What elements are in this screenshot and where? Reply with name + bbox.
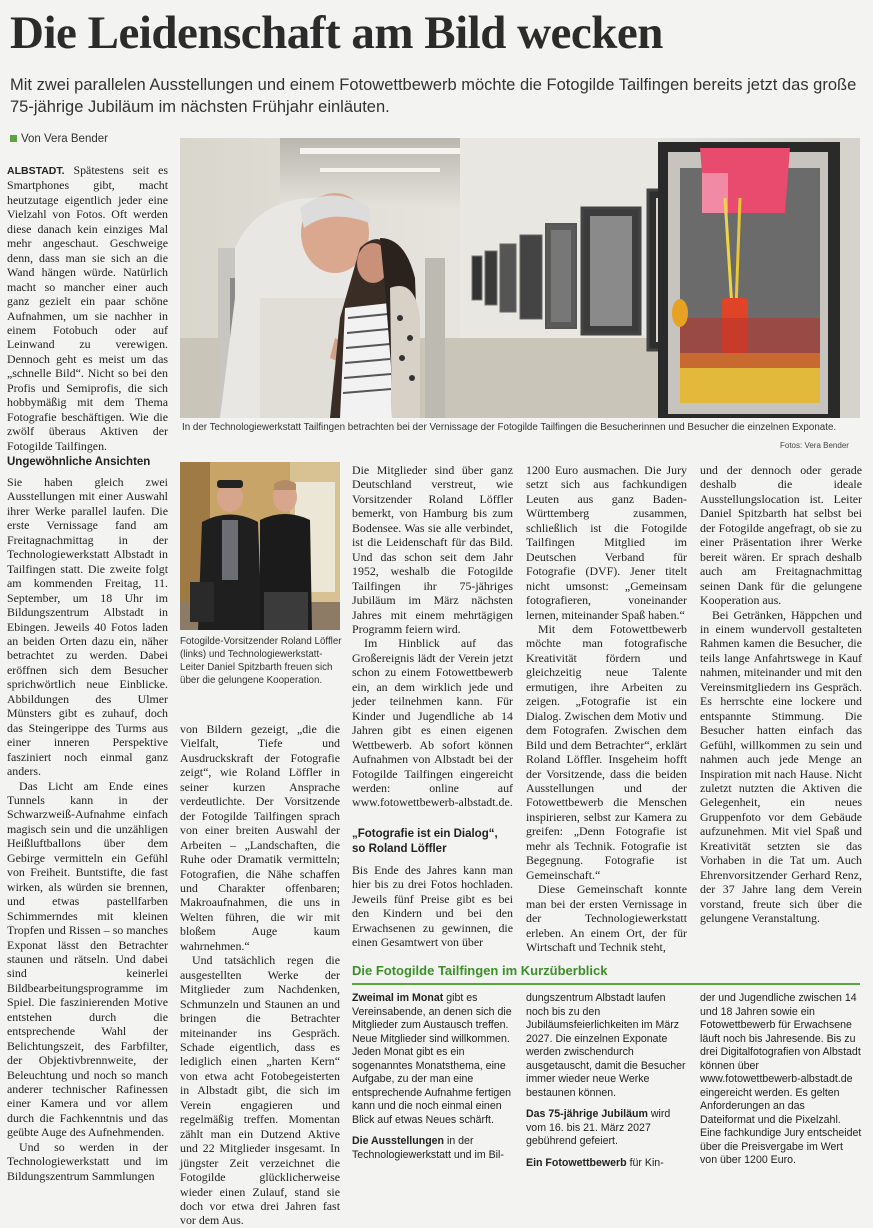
article-column-1 xyxy=(7,163,168,452)
byline xyxy=(10,133,108,145)
portrait-photo-illustration xyxy=(180,462,340,630)
byline-square-icon xyxy=(10,135,17,142)
infobox-lead-ausstellungen: Die Ausstellungen xyxy=(352,1135,445,1147)
article-column-2 xyxy=(180,722,340,1228)
col5-paragraph-1: und der dennoch oder gerade deshalb die ideale Ausstellungslocation ist. Leiter Daniel Spitzbarth hat selbst bei der Fotogilde angefragt, ob sie zu einer Präsentation ihrer Werke bereit wären. Er sprach deshalb auch am Freitagnachmittag seinen Dank für die gelungene Kooperation aus. xyxy=(700,463,862,608)
infobox-text-ausstellungen-cont: dungszentrum Albstadt laufen noch bis zu den Jubiläumsfeierlichkeiten im März 2027. Die einzelnen Exponate werden zwischendurch ausgetauscht, damit die Besucher immer wieder neue Werke bestaunen können. xyxy=(526,992,686,1099)
main-photo xyxy=(180,138,860,418)
headline: Die Leidenschaft am Bild wecken xyxy=(10,7,663,59)
col1-paragraph-3: Das Licht am Ende eines Tunnels kann in der Schwarzweiß-Aufnahme einfach magisch sein und die unzähligen Heißluftballons über dem Gebirge vermitteln ein Gefühl von Freiheit. Buntstifte, die fast wirken, als würden sie brennen, und etwas pastellfarben Schimmerndes mit kleinen Tropfen und Rissen – so manches Exponat lässt den Betrachter staunen und rätseln. Und dabei sind keinerlei Bildbearbeitungsprogramme im Spiel. Die faszinierenden Motive entstehen durch die entsprechende Wahl der Belichtungszeit, des Farbfilter, der Objektivbrennweite, der Beleuchtung und noch so manch anderer technischer Rafinessen einer Kamera und vor allem durch die Fachkenntnis und das geübte Auge des Aufnehmenden. xyxy=(7,778,168,1140)
infobox-text-jubilaeum: wird vom 16. bis 21. März 2027 gebührend gefeiert. xyxy=(526,1108,671,1147)
exhibition-photo-illustration xyxy=(180,138,860,418)
article-column-3 xyxy=(352,463,513,810)
intro-text: Spätestens seit es Smartphones gibt, macht heutzutage eigentlich jeder eine Vielzahl von Fotos. Oft werden diese danach kein einziges Mal mehr angeschaut. Geschweige denn, dass man sie sich an die Wand hängen würde. Natürlich macht so mancher einer auch ganz gezielt ein paar schöne Aufnahmen, um sie nachher in einem Fotobuch oder auf Leinwand zu verewigen. Dennoch geht es meist um das „schnelle Bild“. Nicht so bei den Profis und Semiprofis, die sich hobbymäßig mit dem Thema Fotografie beschäftigen. Wie die zwölf überaus Aktiven der Fotogilde Tailfingen. xyxy=(7,163,168,453)
infobox-lead-vereinsabende: Zweimal im Monat xyxy=(352,992,444,1004)
portrait-photo xyxy=(180,462,340,630)
col1-paragraph-4: Und so werden in der Technologiewerkstatt und im Bildungszentrum Sammlungen xyxy=(7,1139,168,1183)
col4-paragraph-2: Mit dem Fotowettbewerb möchte man fotografische Kreativität fördern und gleichzeitig neue Talente ermutigen, ihre Arbeiten zu zeigen. „Fotografie ist ein Dialog. Zwischen dem Motiv und dem Fotografen. Zwischen dem Bild und dem Betrachter“, erklärt Roland Löffler. Insgeheim hofft der Vorsitzende, dass die beiden Ausstellungen und der Fotowettbewerb die Menschen inspirieren, selbst zur Kamera zu greifen: „Denn Fotografie ist mehr als Technik. Fotografie ist Begegnung. Fotografie ist Gemeinschaft.“ xyxy=(526,621,687,882)
article-column-5 xyxy=(700,463,862,953)
col1-paragraph-2: Sie haben gleich zwei Ausstellungen mit einer Auswahl ihrer Werke parallel laufen. Die erste Vernissage fand am Freitagnachmittag in der Technologiewerkstatt Albstadt in Tailfingen statt. Die zweite folgt am kommenden Freitag, 11. September, um 18 Uhr im Bildungszentrum Albstadt in Ebingen. Jeweils 40 Fotos laden an beiden Orten dazu ein, näher betrachtet zu werden. Dabei eröffnen sich dem Besucher sprichwörtlich neue Einblicke. Abbildungen des Ulmer Münsters gibt es zuhauf, doch das Steingerippe des Turms aus einer inneren Perspektive fasziniert noch einmal ganz anders. xyxy=(7,475,168,779)
col3-paragraph-3: Bis Ende des Jahres kann man hier bis zu drei Fotos hochladen. Jeweils fünf Preise gibt es bei den Kindern und bei den Erwachsenen zu gewinnen, die einen Gesamtwert von über xyxy=(352,863,513,950)
article-column-1-continued xyxy=(7,475,168,1197)
infobox-title: Die Fotogilde Tailfingen im Kurzüberblick xyxy=(352,963,608,978)
col5-paragraph-2: Bei Getränken, Häppchen und in einem wundervoll gestalteten Rahmen kamen die Besucher, die teils lange Anfahrtswege in Kauf nahmen, miteinander und mit den Vereinsmitgliedern ins Gespräch. Es herrschte eine lockere und entspannte Stimmung. Die Besucher hatten einfach das Gefühl, willkommen zu sein und nahmen auch jede Menge an Inspiration mit nach Hause. Nicht zuletzt nutzten die Aktiven die Gelegenheit, ein neues Gruppenfoto vor dem Gebäude aufzunehmen. Mit viel Spaß und Kreativität setzten sie das Vorhaben in die Tat um. Auch Ehrenvorsitzender Gerhard Renz, der 37 Jahre lang dem Verein vorstand, freute sich über die gelungene Veranstaltung. xyxy=(700,607,862,926)
col3-paragraph-1: Die Mitglieder sind über ganz Deutschland verstreut, wie Vorsitzender Roland Löffler bemerkt, von Hamburg bis zum Bodensee. Was sie alle verbindet, ist die Leidenschaft für das Bild. Und das schon seit dem Jahr 1952, weshalb die Fotogilde Tailfingen ihr 75-jähriges Jubiläum im März nächsten Jahres mit einem mehrtägigen Programm feiern wird. xyxy=(352,463,513,636)
infobox-text-fotowettbewerb: für Kin- xyxy=(626,1156,664,1169)
infobox-lead-jubilaeum: Das 75-jährige Jubiläum xyxy=(526,1108,648,1120)
infobox-column-1 xyxy=(352,992,512,1197)
col4-paragraph-1: 1200 Euro ausmachen. Die Jury setzt sich aus fachkundigen Leuten aus ganz Baden-Württemberg zusammen, schließlich ist die Fotogilde Tailfingen Mitglied im Deutschen Verband für Fotografie (DVF). Jener titelt nicht umsonst: „Gemeinsam fotografieren, voneinander lernen, miteinander Spaß haben.“ xyxy=(526,463,687,622)
subheading-ungewoehnliche-ansichten: Ungewöhnliche Ansichten xyxy=(7,456,151,468)
article-column-4 xyxy=(526,463,687,953)
infobox-text-vereinsabende: gibt es Vereinsabende, an denen sich die Mitglieder zum Austausch treffen. Neue Mitglieder sind willkommen. Jeden Monat gibt es ein sogenanntes Monatsthema, eine Aufgabe, zu der man eine entsprechende Aufnahme fertigen kann und die noch einmal einen Blick auf etwas Neues schärft. xyxy=(352,992,512,1126)
col2-paragraph-1: von Bildern gezeigt, „die die Vielfalt, Tiefe und Ausdruckskraft der Fotografie zeigt“, wie Roland Löffler in seiner kurzen Ansprache verdeutlichte. Der Vorsitzende der Fotogilde Tailfingen sprach von einer breiten Auswahl der Arbeiten – „Landschaften, die Ruhe oder Dramatik vermitteln; Fotografien, die Nähe schaffen und Charakter offenbaren; Makroaufnahmen, die uns in Welten führen, die wir mit bloßem Auge kaum wahrnehmen.“ xyxy=(180,722,340,953)
lead-paragraph: Mit zwei parallelen Ausstellungen und einem Fotowettbewerb möchte die Fotogilde Tailfingen bereits jetzt das große 75-jährige Jubiläum im nächsten Frühjahr einläuten. xyxy=(10,76,857,116)
photo-credit: Fotos: Vera Bender xyxy=(780,441,849,450)
main-photo-caption: In der Technologiewerkstatt Tailfingen betrachten bei der Vernissage der Fotogilde Tailfingen die Besucherinnen und Besucher die einzelnen Exponate. xyxy=(182,422,837,433)
col2-paragraph-2: Und tatsächlich regen die ausgestellten Werke der Mitglieder zum Nachdenken, Schmunzeln und Staunen an und bringen die Betrachter miteinander ins Gespräch. Schade eigentlich, dass es lediglich einen „harten Kern“ von etwa acht Fotobegeisterten in Albstadt gibt, die sich im Verein engagieren und regelmäßig treffen. Momentan zählt man ein Dutzend Aktive und 22 Mitglieder insgesamt. In jüngster Zeit verzeichnet die Fotogilde glücklicherweise wieder einen Zulauf, stand sie doch vor etwa drei Jahren fast vor dem Aus. xyxy=(180,953,340,1228)
byline-text: Von Vera Bender xyxy=(21,133,108,145)
infobox-rule xyxy=(352,983,860,985)
portrait-photo-caption: Fotogilde-Vorsitzender Roland Löffler (links) und Technologiewerkstatt-Leiter Daniel Spitzbarth freuen sich über die gelungene Kooperation. xyxy=(180,636,342,686)
infobox-text-ausstellungen: in der Technologiewerkstatt und im Bil- xyxy=(352,1135,504,1161)
dateline: ALBSTADT. xyxy=(7,165,65,177)
infobox-lead-fotowettbewerb: Ein Fotowettbewerb xyxy=(526,1156,627,1169)
col3-paragraph-2: Im Hinblick auf das Großereignis lädt der Verein jetzt schon zu einem Fotowettbewerb ein, an dem wirklich jede und jeder teilnehmen kann. Für Kinder und Jugendliche ab 14 Jahren gibt es einen eigenen Wettbewerb. Ab sofort können Aufnahmen von Albstadt bei der Fotogilde Tailfingen eingereicht werden: online auf www.fotowettbewerb-albstadt.de. xyxy=(352,636,513,810)
subheading-fotografie-dialog: „Fotografie ist ein Dialog“, so Roland Löffler xyxy=(352,828,498,855)
article-column-3-continued xyxy=(352,863,513,953)
col4-paragraph-3: Diese Gemeinschaft konnte man bei der ersten Vernissage in der Technologiewerkstatt erleben. An einem Ort, der für Wirtschaft und Technik steht, xyxy=(526,882,687,954)
infobox-text-fotowettbewerb-cont: der und Jugendliche zwischen 14 und 18 Jahren sowie ein Fotowettbewerb für Erwachsene läuft noch bis Jahresende. Bis zu drei Digitalfotografien von Albstadt können über www.fotowettbewerb-albstadt.de eingereicht werden. Es gelten Anforderungen an das Dateiformat und die Pixelzahl. Eine fachkundige Jury entscheidet über die Preisvergabe im Wert von über 1200 Euro. xyxy=(700,992,862,1166)
infobox-column-2 xyxy=(526,992,688,1197)
infobox-column-3 xyxy=(700,992,862,1197)
